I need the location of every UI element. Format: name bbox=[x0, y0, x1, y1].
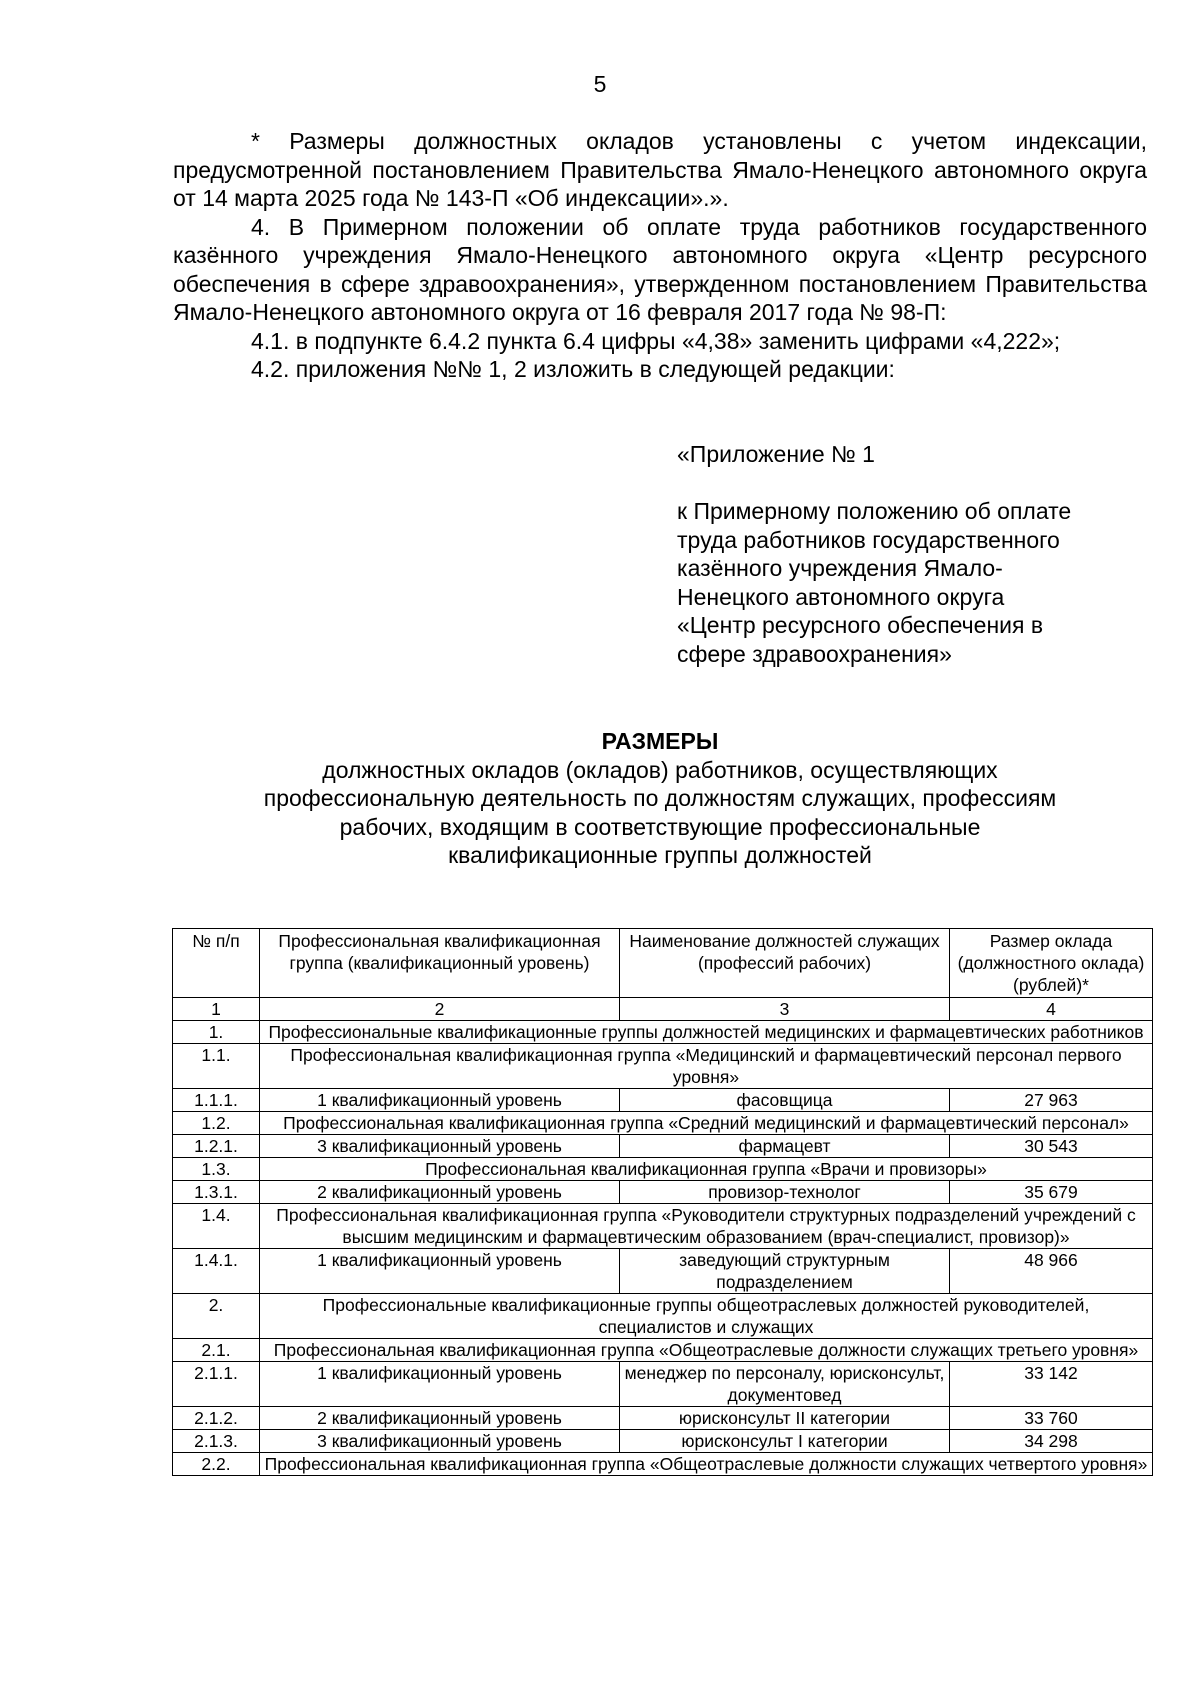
item-4-1-paragraph: 4.1. в подпункте 6.4.2 пункта 6.4 цифры «4,38» заменить цифрами «4,222»; bbox=[251, 327, 1061, 354]
row-number: 1.3.1. bbox=[173, 1181, 260, 1204]
qualification-level: 1 квалификационный уровень bbox=[260, 1089, 620, 1112]
row-number: 2.2. bbox=[173, 1453, 260, 1476]
qualification-level: 2 квалификационный уровень bbox=[260, 1407, 620, 1430]
table-row bbox=[173, 1430, 1153, 1453]
row-number: 2.1.3. bbox=[173, 1430, 260, 1453]
table-header-row bbox=[173, 929, 1153, 998]
row-number: 1.2. bbox=[173, 1112, 260, 1135]
header-group: Профессиональная квалификационная группа (квалификационный уровень) bbox=[260, 929, 620, 998]
row-number: 1.4.1. bbox=[173, 1249, 260, 1294]
table-row bbox=[173, 1339, 1153, 1362]
group-name: Профессиональная квалификационная группа «Средний медицинский и фармацевтический персонал» bbox=[260, 1112, 1153, 1135]
table-row bbox=[173, 1362, 1153, 1407]
group-name: Профессиональная квалификационная группа «Врачи и провизоры» bbox=[260, 1158, 1153, 1181]
row-number: 1.3. bbox=[173, 1158, 260, 1181]
column-numbers-row bbox=[173, 998, 1153, 1021]
table-row bbox=[173, 1249, 1153, 1294]
table-row bbox=[173, 1158, 1153, 1181]
row-number: 1.2.1. bbox=[173, 1135, 260, 1158]
column-number: 2 bbox=[260, 998, 620, 1021]
appendix-line: сфере здравоохранения» bbox=[677, 640, 952, 667]
table-row bbox=[173, 1181, 1153, 1204]
qualification-level: 2 квалификационный уровень bbox=[260, 1181, 620, 1204]
row-number: 1.1. bbox=[173, 1044, 260, 1089]
qualification-level: 1 квалификационный уровень bbox=[260, 1249, 620, 1294]
header-salary: Размер оклада (должностного оклада) (рублей)* bbox=[950, 929, 1153, 998]
salary-table bbox=[172, 928, 1153, 1476]
title-line: квалификационные группы должностей bbox=[448, 842, 872, 868]
salary-value: 33 142 bbox=[950, 1362, 1153, 1407]
group-name: Профессиональная квалификационная группа «Руководители структурных подразделений учреждений с высшим медицинским и фармацевтическим образованием (врач-специалист, провизор)» bbox=[260, 1204, 1153, 1249]
row-number: 2.1.1. bbox=[173, 1362, 260, 1407]
qualification-level: 3 квалификационный уровень bbox=[260, 1135, 620, 1158]
position-name: менеджер по персоналу, юрисконсульт, документовед bbox=[620, 1362, 950, 1407]
position-name: фармацевт bbox=[620, 1135, 950, 1158]
salary-value: 30 543 bbox=[950, 1135, 1153, 1158]
group-name: Профессиональные квалификационные группы должностей медицинских и фармацевтических работников bbox=[260, 1021, 1153, 1044]
table-row bbox=[173, 1135, 1153, 1158]
group-name: Профессиональная квалификационная группа «Медицинский и фармацевтический персонал первого уровня» bbox=[260, 1044, 1153, 1089]
position-name: фасовщица bbox=[620, 1089, 950, 1112]
header-position: Наименование должностей служащих (профессий рабочих) bbox=[620, 929, 950, 998]
group-name: Профессиональная квалификационная группа «Общеотраслевые должности служащих четвертого уровня» bbox=[260, 1453, 1153, 1476]
column-number: 3 bbox=[620, 998, 950, 1021]
salary-value: 27 963 bbox=[950, 1089, 1153, 1112]
row-number: 2. bbox=[173, 1294, 260, 1339]
appendix-gap bbox=[677, 469, 1157, 498]
title-line: рабочих, входящим в соответствующие профессиональные bbox=[339, 813, 981, 840]
table-row bbox=[173, 1021, 1153, 1044]
appendix-title: «Приложение № 1 bbox=[677, 441, 875, 467]
table-row bbox=[173, 1044, 1153, 1089]
row-number: 2.1.2. bbox=[173, 1407, 260, 1430]
table-row bbox=[173, 1407, 1153, 1430]
item-4-2-paragraph: 4.2. приложения №№ 1, 2 изложить в следующей редакции: bbox=[251, 356, 895, 382]
appendix-line: к Примерному положению об оплате bbox=[677, 498, 1072, 524]
item-4-paragraph: 4. В Примерном положении об оплате труда работников государственного казённого учреждения Ямало-Ненецкого автономного округа «Центр ресурсного обеспечения в сфере здравоохранения», утвержденном постановлением Правительства Ямало-Ненецкого автономного округа от 16 февраля 2017 года № 98-П: bbox=[173, 213, 1147, 325]
page-number: 5 bbox=[593, 71, 607, 97]
row-number: 1.1.1. bbox=[173, 1089, 260, 1112]
table-row bbox=[173, 1204, 1153, 1249]
body-text bbox=[173, 127, 1147, 384]
appendix-line: труда работников государственного bbox=[677, 526, 1060, 553]
table-row bbox=[173, 1112, 1153, 1135]
column-number: 4 bbox=[950, 998, 1153, 1021]
column-number: 1 bbox=[173, 998, 260, 1021]
table-row bbox=[173, 1294, 1153, 1339]
appendix-line: «Центр ресурсного обеспечения в bbox=[677, 612, 1044, 638]
document-title bbox=[173, 727, 1147, 870]
appendix-line: казённого учреждения Ямало- bbox=[677, 555, 1003, 581]
row-number: 1. bbox=[173, 1021, 260, 1044]
salary-value: 35 679 bbox=[950, 1181, 1153, 1204]
position-name: юрисконсульт II категории bbox=[620, 1407, 950, 1430]
title-heading: РАЗМЕРЫ bbox=[601, 728, 719, 754]
qualification-level: 1 квалификационный уровень bbox=[260, 1362, 620, 1407]
title-line: профессиональную деятельность по должностям служащих, профессиям bbox=[263, 785, 1057, 811]
position-name: провизор-технолог bbox=[620, 1181, 950, 1204]
table-row bbox=[173, 1453, 1153, 1476]
position-name: юрисконсульт I категории bbox=[620, 1430, 950, 1453]
row-number: 1.4. bbox=[173, 1204, 260, 1249]
group-name: Профессиональные квалификационные группы общеотраслевых должностей руководителей, специалистов и служащих bbox=[260, 1294, 1153, 1339]
group-name: Профессиональная квалификационная группа «Общеотраслевые должности служащих третьего уровня» bbox=[260, 1339, 1153, 1362]
title-line: должностных окладов (окладов) работников, осуществляющих bbox=[322, 756, 998, 783]
appendix-caption bbox=[677, 440, 1157, 668]
salary-value: 48 966 bbox=[950, 1249, 1153, 1294]
salary-value: 33 760 bbox=[950, 1407, 1153, 1430]
row-number: 2.1. bbox=[173, 1339, 260, 1362]
position-name: заведующий структурным подразделением bbox=[620, 1249, 950, 1294]
header-number: № п/п bbox=[173, 929, 260, 998]
salary-value: 34 298 bbox=[950, 1430, 1153, 1453]
table-row bbox=[173, 1089, 1153, 1112]
footnote-paragraph: * Размеры должностных окладов установлены с учетом индексации, предусмотренной постановлением Правительства Ямало-Ненецкого автономного округа от 14 марта 2025 года № 143-П «Об индексации».». bbox=[173, 128, 1147, 211]
appendix-line: Ненецкого автономного округа bbox=[677, 583, 1005, 610]
qualification-level: 3 квалификационный уровень bbox=[260, 1430, 620, 1453]
